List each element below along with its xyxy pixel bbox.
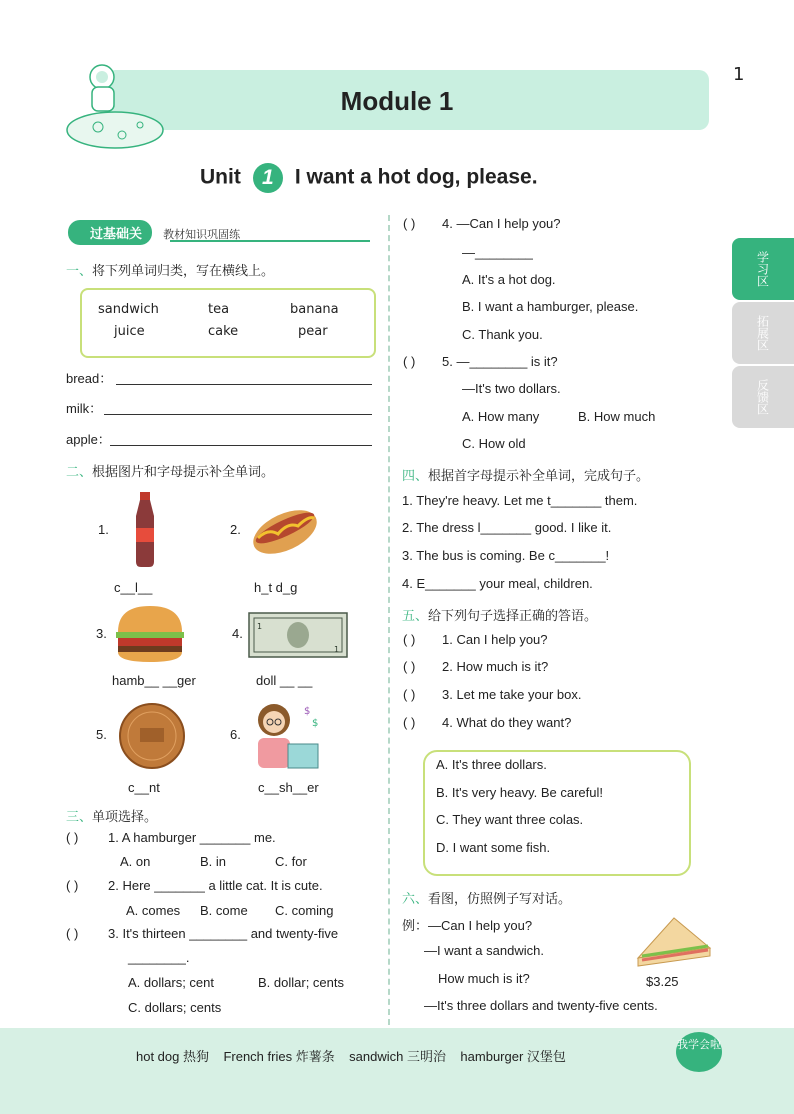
q4-answer-paren[interactable]: ( )	[403, 216, 416, 231]
cashier-image	[248, 698, 324, 772]
s6-line-3: How much is it?	[438, 971, 530, 986]
item-4-hint: doll __ __	[256, 673, 313, 688]
footer-vocab-hamburger: hamburger 汉堡包	[460, 1049, 566, 1064]
section1-heading	[66, 260, 274, 279]
s6-line-4: —It's three dollars and twenty-five cents.	[424, 998, 658, 1013]
section4-text: 根据首字母提示补全单词，完成句子。	[428, 468, 650, 483]
tab-study[interactable]: 学习区	[732, 238, 794, 300]
section3-heading	[66, 806, 157, 825]
item-5-hint: c__nt	[128, 780, 160, 795]
section2-number: 二、	[66, 464, 93, 479]
section2-heading	[66, 461, 274, 480]
footer-band	[0, 1028, 794, 1114]
side-tabs	[732, 238, 794, 430]
q5-stem-cont: —It's two dollars.	[462, 381, 561, 396]
section4-heading	[402, 465, 649, 484]
section5-heading	[402, 605, 597, 624]
banner-label: 过基础关	[68, 220, 152, 245]
q1-option-a[interactable]: A. on	[120, 854, 151, 869]
s5-option-b: B. It's very heavy. Be careful!	[436, 785, 603, 800]
section6-heading	[402, 888, 571, 907]
word-sandwich: sandwich	[98, 302, 159, 317]
q5-option-c[interactable]: C. How old	[462, 436, 526, 451]
q1-option-c[interactable]: C. for	[275, 854, 307, 869]
section3-number: 三、	[66, 809, 93, 824]
footer-vocab-fries: French fries 炸薯条	[223, 1049, 335, 1064]
s5-q4-paren[interactable]: ( )	[403, 715, 416, 730]
tab-feedback[interactable]: 反馈区	[732, 366, 794, 428]
s4-line-3[interactable]: 3. The bus is coming. Be c_______!	[402, 548, 610, 563]
unit-prefix: Unit	[200, 165, 241, 189]
unit-heading	[200, 163, 538, 193]
item-2-number: 2.	[230, 522, 241, 537]
category-apple-label: apple：	[66, 432, 111, 447]
section6-text: 看图，仿照例子写对话。	[428, 891, 572, 906]
item-2-hint: h_t d_g	[254, 580, 298, 595]
s6-line-2: —I want a sandwich.	[424, 943, 544, 958]
q3-option-c[interactable]: C. dollars; cents	[128, 1000, 222, 1015]
category-bread-line[interactable]	[116, 383, 372, 385]
item-1-hint: c__l__	[114, 580, 153, 595]
item-5-number: 5.	[96, 727, 107, 742]
item-4-number: 4.	[232, 626, 243, 641]
footer-vocab-hotdog: hot dog 热狗	[136, 1049, 209, 1064]
category-milk-label: milk：	[66, 401, 103, 416]
s5-option-c: C. They want three colas.	[436, 812, 584, 827]
s5-q2: 2. How much is it?	[442, 659, 549, 674]
category-milk-line[interactable]	[104, 413, 372, 415]
s4-line-2[interactable]: 2. The dress l_______ good. I like it.	[402, 520, 612, 535]
s5-q1: 1. Can I help you?	[442, 632, 548, 647]
tab-extend[interactable]: 拓展区	[732, 302, 794, 364]
module-title: Module 1	[340, 86, 454, 116]
sandwich-price: $3.25	[646, 974, 679, 989]
q4-option-b[interactable]: B. I want a hamburger, please.	[462, 299, 639, 314]
word-pear: pear	[298, 324, 328, 339]
q3-answer-paren[interactable]: ( )	[66, 926, 79, 941]
s5-option-d: D. I want some fish.	[436, 840, 551, 855]
s5-option-a: A. It's three dollars.	[436, 757, 547, 772]
footer-vocab-sandwich: sandwich 三明治	[349, 1049, 446, 1064]
q3-option-a[interactable]: A. dollars; cent	[128, 975, 214, 990]
s5-q3: 3. Let me take your box.	[442, 687, 582, 702]
word-box	[80, 288, 376, 358]
s5-q2-paren[interactable]: ( )	[403, 659, 416, 674]
q5-option-b[interactable]: B. How much	[578, 409, 656, 424]
q3-option-b[interactable]: B. dollar; cents	[258, 975, 344, 990]
q1-option-b[interactable]: B. in	[200, 854, 227, 869]
q4-option-c[interactable]: C. Thank you.	[462, 327, 543, 342]
s4-line-4[interactable]: 4. E_______ your meal, children.	[402, 576, 593, 591]
section6-number: 六、	[402, 891, 429, 906]
s6-line-1: 例：—Can I help you?	[402, 918, 533, 933]
section4-number: 四、	[402, 468, 429, 483]
sandwich-image	[634, 912, 714, 968]
item-6-hint: c__sh__er	[258, 780, 319, 795]
footer-vocab	[136, 1046, 566, 1065]
section3-text: 单项选择。	[92, 809, 158, 824]
q4-option-a[interactable]: A. It's a hot dog.	[462, 272, 556, 287]
q4-stem: 4. —Can I help you?	[442, 216, 561, 231]
cent-coin-image	[118, 702, 186, 770]
word-banana: banana	[290, 302, 339, 317]
unit-title: I want a hot dog, please.	[294, 165, 538, 189]
svg-text:1: 1	[257, 622, 263, 631]
q3-stem: 3. It's thirteen ________ and twenty-five	[108, 926, 339, 941]
svg-text:$: $	[312, 718, 319, 729]
q2-option-b[interactable]: B. come	[200, 903, 248, 918]
category-bread-label: bread：	[66, 371, 113, 386]
section1-text: 将下列单词归类，写在横线上。	[92, 263, 275, 278]
item-1-number: 1.	[98, 522, 109, 537]
word-juice: juice	[114, 324, 145, 339]
word-tea: tea	[208, 302, 230, 317]
section1-number: 一、	[66, 263, 93, 278]
svg-text:$: $	[304, 706, 311, 717]
word-cake: cake	[208, 324, 239, 339]
section5-number: 五、	[402, 608, 429, 623]
q5-option-a[interactable]: A. How many	[462, 409, 540, 424]
q1-answer-paren[interactable]: ( )	[66, 830, 79, 845]
q2-option-c[interactable]: C. coming	[275, 903, 334, 918]
q2-option-a[interactable]: A. comes	[126, 903, 181, 918]
cola-bottle-image	[128, 492, 162, 568]
q2-answer-paren[interactable]: ( )	[66, 878, 79, 893]
item-3-hint: hamb__ __ger	[112, 673, 196, 688]
banner-subtitle: 教材知识巩固练	[163, 228, 241, 241]
item-6-number: 6.	[230, 727, 241, 742]
q3-stem-cont: ________.	[128, 950, 190, 965]
s5-q4: 4. What do they want?	[442, 715, 572, 730]
category-apple-line[interactable]	[110, 444, 372, 446]
item-3-number: 3.	[96, 626, 107, 641]
q4-stem-cont: —________	[462, 245, 533, 260]
q5-answer-paren[interactable]: ( )	[403, 354, 416, 369]
dollar-bill-image	[248, 612, 348, 658]
s5-q1-paren[interactable]: ( )	[403, 632, 416, 647]
q2-stem: 2. Here _______ a little cat. It is cute.	[108, 878, 323, 893]
column-divider	[388, 215, 390, 1025]
s5-q3-paren[interactable]: ( )	[403, 687, 416, 702]
section2-text: 根据图片和字母提示补全单词。	[92, 464, 275, 479]
page-number: 1	[733, 64, 745, 85]
q5-stem: 5. —________ is it?	[442, 354, 558, 369]
banner-underline	[170, 240, 370, 242]
learned-badge[interactable]: 我学会啦	[676, 1032, 722, 1072]
hamburger-image	[114, 604, 186, 664]
s4-line-1[interactable]: 1. They're heavy. Let me t_______ them.	[402, 493, 638, 508]
section5-text: 给下列句子选择正确的答语。	[428, 608, 598, 623]
q1-stem: 1. A hamburger _______ me.	[108, 830, 276, 845]
hot-dog-image	[248, 498, 322, 560]
unit-number-badge: 1	[253, 163, 283, 193]
svg-text:1: 1	[334, 645, 340, 654]
